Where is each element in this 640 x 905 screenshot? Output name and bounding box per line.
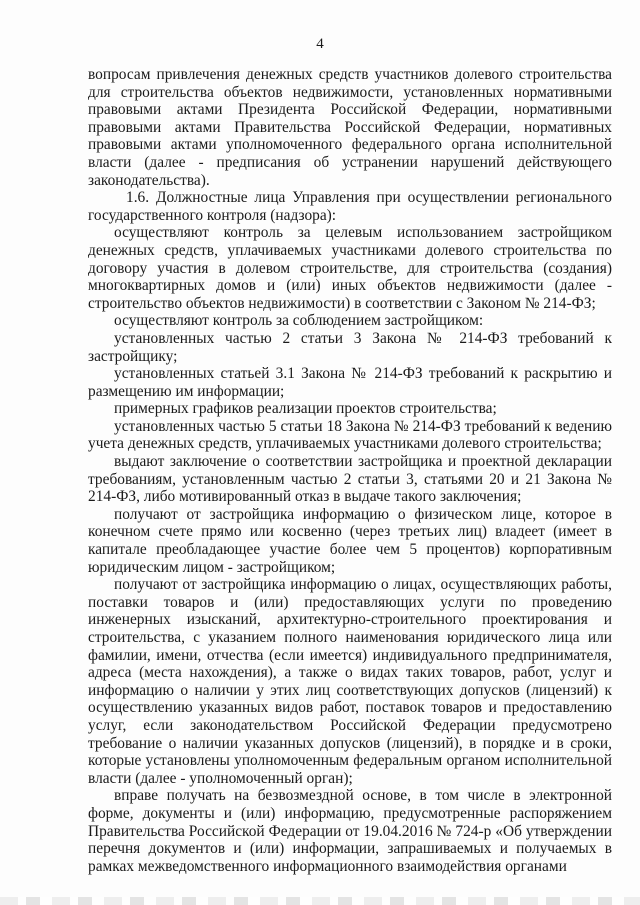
paragraph-accounting-requirements: установленных частью 5 статьи 18 Закона № 214-ФЗ требований к ведению учета денежных средств, уплачиваемых участниками долевого строительства;: [88, 417, 612, 453]
paragraph-conclusion-issuance: выдают заключение о соответствии застройщика и проектной декларации требованиям, установленным частью 2 статьи 3, статьями 20 и 21 Закона № 214-ФЗ, либо мотивированный отказ в выдаче такого заключения;: [88, 453, 612, 506]
page-number: 4: [316, 36, 324, 52]
paragraph-disclosure-requirements: установленных статьей 3.1 Закона № 214-ФЗ требований к раскрытию и размещению им информации;: [88, 365, 612, 400]
paragraph-continuation: вопросам привлечения денежных средств участников долевого строительства для строительства объектов недвижимости, установленных нормативными правовыми актами Президента Российской Федерации, нормативными правовыми актами Правительства Российской Федерации, нормативных правовыми актами уполномоченного федерального органа исполнительной власти (далее - предписания об устранении нарушений действующего законодательства).: [88, 66, 612, 189]
paragraph-contractors-info: получают от застройщика информацию о лицах, осуществляющих работы, поставки товаров и (или) предоставляющих услуги по проведению инженерных изысканий, архитектурно-строительного проектирования и строительства, с указанием полного наименования юридического лица или фамилии, имени, отчества (если имеется) индивидуального предпринимателя, адреса (места нахождения), а также о видах таких товаров, работ, услуг и информацию о наличии у этих лиц соответствующих допусков (лицензий) к осуществлению указанных видов работ, поставок товаров и предоставлению услуг, если законодательством Российской Федерации предусмотрено требование о наличии указанных допусков (лицензий), в порядке и в сроки, которые установлены уполномоченным федеральным органом исполнительной власти (далее - уполномоченный орган);: [88, 576, 612, 787]
paragraph-target-use-control: осуществляют контроль за целевым использованием застройщиком денежных средств, уплачиваемых участниками долевого строительства по договору участия в долевом строительстве, для строительства (создания) многоквартирных домов и (или) иных объектов недвижимости (далее - строительство объектов недвижимости) в соответствии с Законом № 214-ФЗ;: [88, 224, 612, 312]
scan-edge-artifact: [0, 897, 640, 905]
paragraph-free-documents: вправе получать на безвозмездной основе, в том числе в электронной форме, документы и (или) информацию, предусмотренные распоряжением Правительства Российской Федерации от 19.04.2016 № 724-р «Об утверждении перечня документов и (или) информации, запрашиваемых и получаемых в рамках межведомственного информационного взаимодействия органами: [88, 787, 612, 875]
document-body: [88, 66, 612, 875]
paragraph-section-1-6: 1.6. Должностные лица Управления при осуществлении регионального государственного контроля (надзора):: [88, 189, 612, 224]
paragraph-beneficial-owner-info: получают от застройщика информацию о физическом лице, которое в конечном счете прямо или косвенно (через третьих лиц) владеет (имеет в капитале преобладающее участие более чем 5 процентов) корпоративным юридическим лицом - застройщиком;: [88, 505, 612, 576]
paragraph-schedules: примерных графиков реализации проектов строительства;: [114, 400, 497, 418]
paragraph-compliance-control: осуществляют контроль за соблюдением застройщиком:: [114, 312, 484, 330]
paragraph-developer-requirements: установленных частью 2 статьи 3 Закона № 214-ФЗ требований к застройщику;: [88, 329, 612, 365]
